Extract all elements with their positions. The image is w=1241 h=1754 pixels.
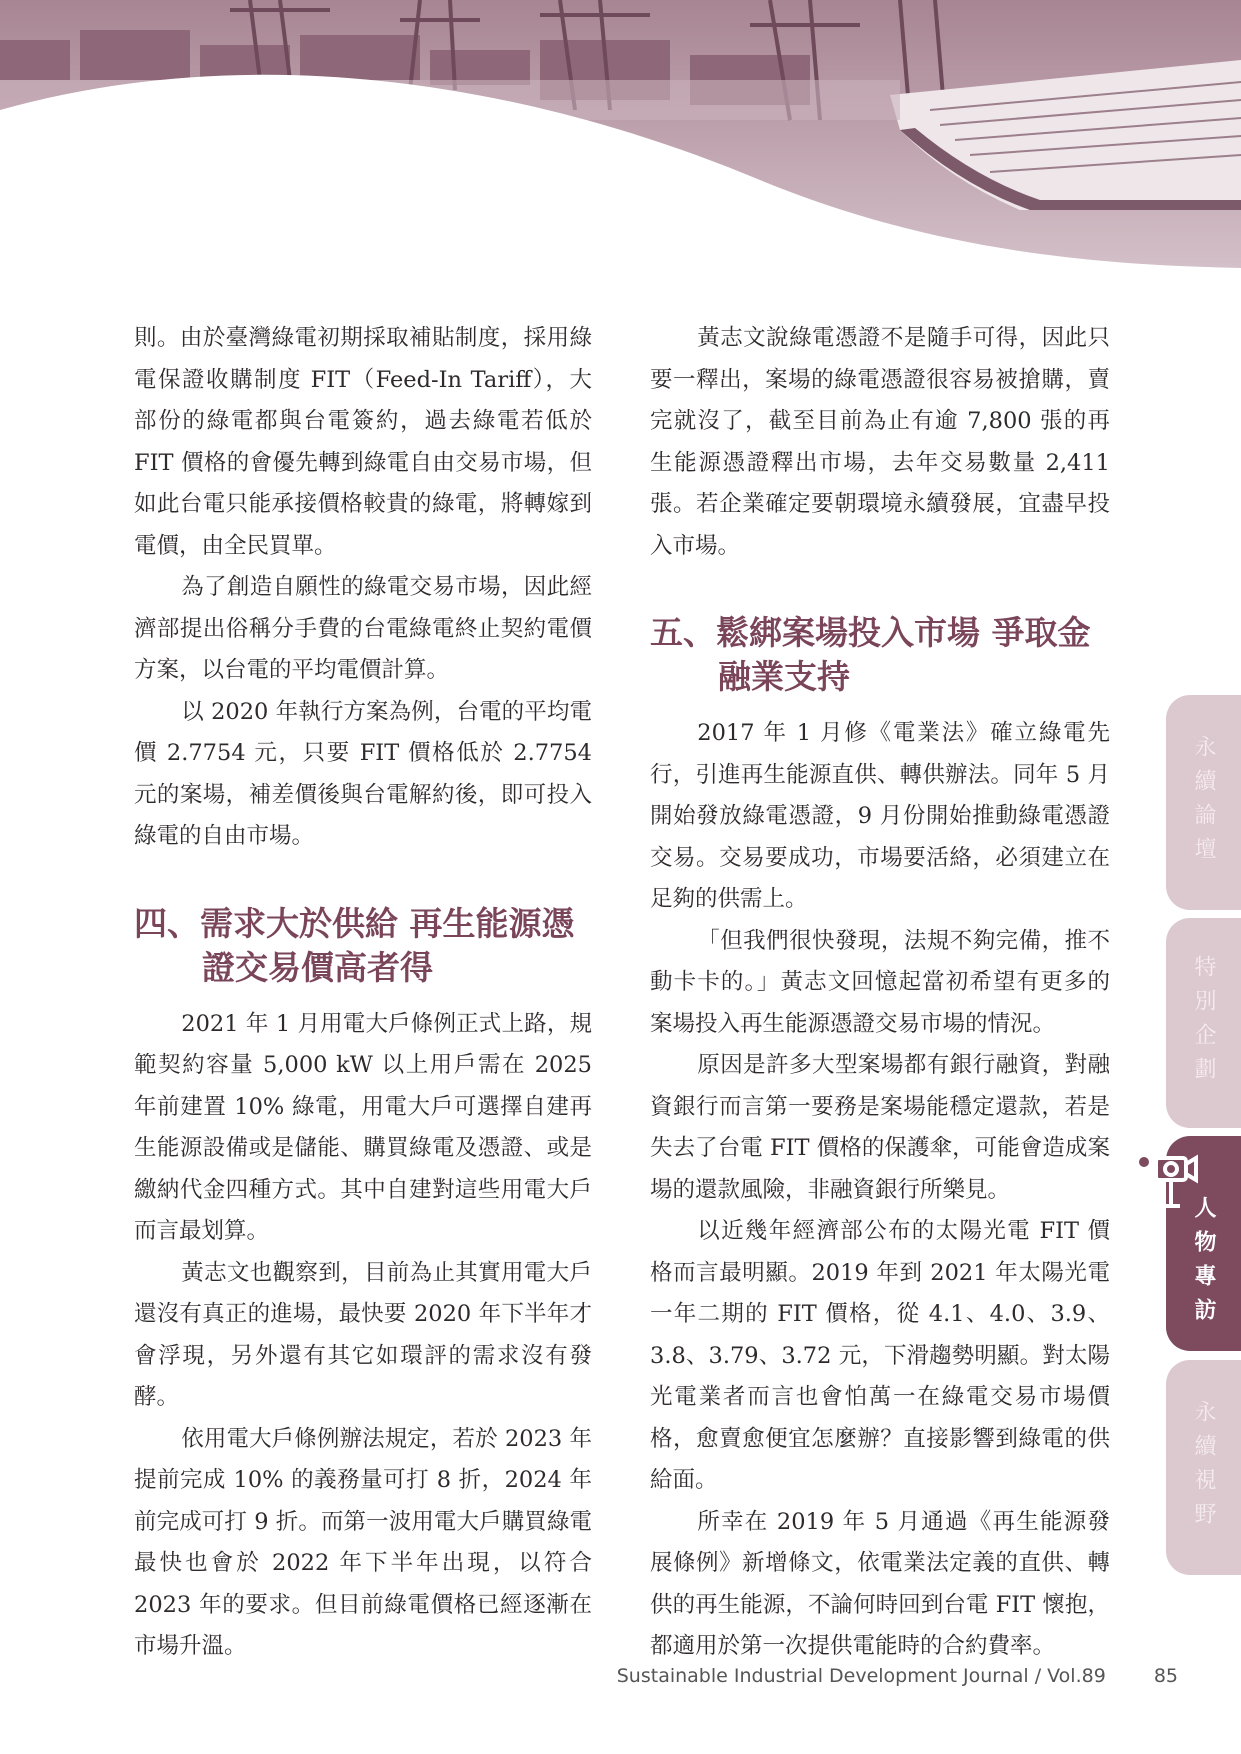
- section-heading-5: [650, 611, 1110, 699]
- left-paragraph-2: 為了創造自願性的綠電交易市場，因此經濟部提出俗稱分手費的台電綠電終止契約電價方案，以台電的平均電價計算。: [134, 574, 592, 683]
- right-paragraph-5: 以近幾年經濟部公布的太陽光電 FIT 價格而言最明顯。2019 年到 2021 年太陽光電一年二期的 FIT 價格，從 4.1、4.0、3.9、3.8、3.79、3.72 元，下滑趨勢明顯。對太陽光電業者而言也會怕萬一在綠電交易市場價格，愈賣愈便宜怎麼辦？直接影響到綠電的供給面。: [650, 1218, 1110, 1493]
- right-column: [650, 318, 1110, 1668]
- page-number: 85: [1153, 1665, 1178, 1687]
- left-paragraph-4: 2021 年 1 月用電大戶條例正式上路，規範契約容量 5,000 kW 以上用戶需在 2025 年前建置 10% 綠電，用電大戶可選擇自建再生能源設備或是儲能、購買綠電及憑證、或是繳納代金四種方式。其中自建對這些用電大戶而言最划算。: [134, 1010, 592, 1244]
- section-heading-4-line1: 四、需求大於供給 再生能源憑: [134, 903, 575, 943]
- right-paragraph-1: 黃志文說綠電憑證不是隨手可得，因此只要一釋出，案場的綠電憑證很容易被搶購，賣完就沒了，截至目前為止有逾 7,800 張的再生能源憑證釋出市場，去年交易數量 2,411 張。若企業確定要朝環境永續發展，宜盡早投入市場。: [650, 325, 1110, 559]
- side-tab-label: 永續視野: [1191, 1399, 1216, 1536]
- header-harbor-photo: [0, 0, 1241, 320]
- right-paragraph-3: 「但我們很快發現，法規不夠完備，推不動卡卡的。」黃志文回憶起當初希望有更多的案場投入再生能源憑證交易市場的情況。: [650, 927, 1110, 1037]
- side-tab-sustainability-vision[interactable]: [1166, 1360, 1241, 1575]
- left-paragraph-5: 黃志文也觀察到，目前為止其實用電大戶還沒有真正的進場，最快要 2020 年下半年才會浮現，另外還有其它如環評的需求沒有發酵。: [134, 1259, 592, 1410]
- page-footer: [617, 1665, 1178, 1687]
- journal-title: Sustainable Industrial Development Journal / Vol.89: [616, 1665, 1106, 1687]
- section-heading-4-line2: 證交易價高者得: [202, 947, 433, 987]
- right-paragraph-2: 2017 年 1 月修《電業法》確立綠電先行，引進再生能源直供、轉供辦法。同年 5 月開始發放綠電憑證，9 月份開始推動綠電憑證交易。交易要成功，市場要活絡，必須建立在足夠的供需上。: [650, 720, 1110, 912]
- section-heading-5-line1: 五、鬆綁案場投入市場 爭取金: [650, 613, 1091, 652]
- side-tab-label: 永續論壇: [1191, 734, 1216, 871]
- section-heading-4: [134, 902, 592, 990]
- side-tab-label: 特別企劃: [1191, 955, 1216, 1091]
- left-paragraph-3: 以 2020 年執行方案為例，台電的平均電價 2.7754 元，只要 FIT 價格低於 2.7754 元的案場，補差價後與台電解約後，即可投入綠電的自由市場。: [134, 698, 592, 849]
- interview-camera-icon: [1128, 1148, 1198, 1210]
- side-tab-special-feature[interactable]: [1166, 918, 1241, 1128]
- left-column: [134, 318, 592, 1668]
- right-paragraph-4: 原因是許多大型案場都有銀行融資，對融資銀行而言第一要務是案場能穩定還款，若是失去了台電 FIT 價格的保護傘，可能會造成案場的還款風險，非融資銀行所樂見。: [650, 1052, 1110, 1203]
- right-paragraph-6: 所幸在 2019 年 5 月通過《再生能源發展條例》新增條文，依電業法定義的直供、轉供的再生能源，不論何時回到台電 FIT 懷抱，都適用於第一次提供電能時的合約費率。: [650, 1508, 1110, 1659]
- section-heading-5-line2: 融業支持: [718, 657, 850, 696]
- side-tab-label: 人物專訪: [1191, 1195, 1216, 1332]
- left-paragraph-1: 則。由於臺灣綠電初期採取補貼制度，採用綠電保證收購制度 FIT（Feed-In Tariff），大部份的綠電都與台電簽約，過去綠電若低於 FIT 價格的會優先轉到綠電自由交易市場，但如此台電只能承接價格較貴的綠電，將轉嫁到電價，由全民買單。: [134, 325, 592, 559]
- side-tab-sustainability-forum[interactable]: [1166, 695, 1241, 910]
- left-paragraph-6: 依用電大戶條例辦法規定，若於 2023 年提前完成 10% 的義務量可打 8 折，2024 年前完成可打 9 折。而第一波用電大戶購買綠電最快也會於 2022 年下半年出現，以符合 2023 年的要求。但目前綠電價格已經逐漸在市場升溫。: [134, 1425, 592, 1659]
